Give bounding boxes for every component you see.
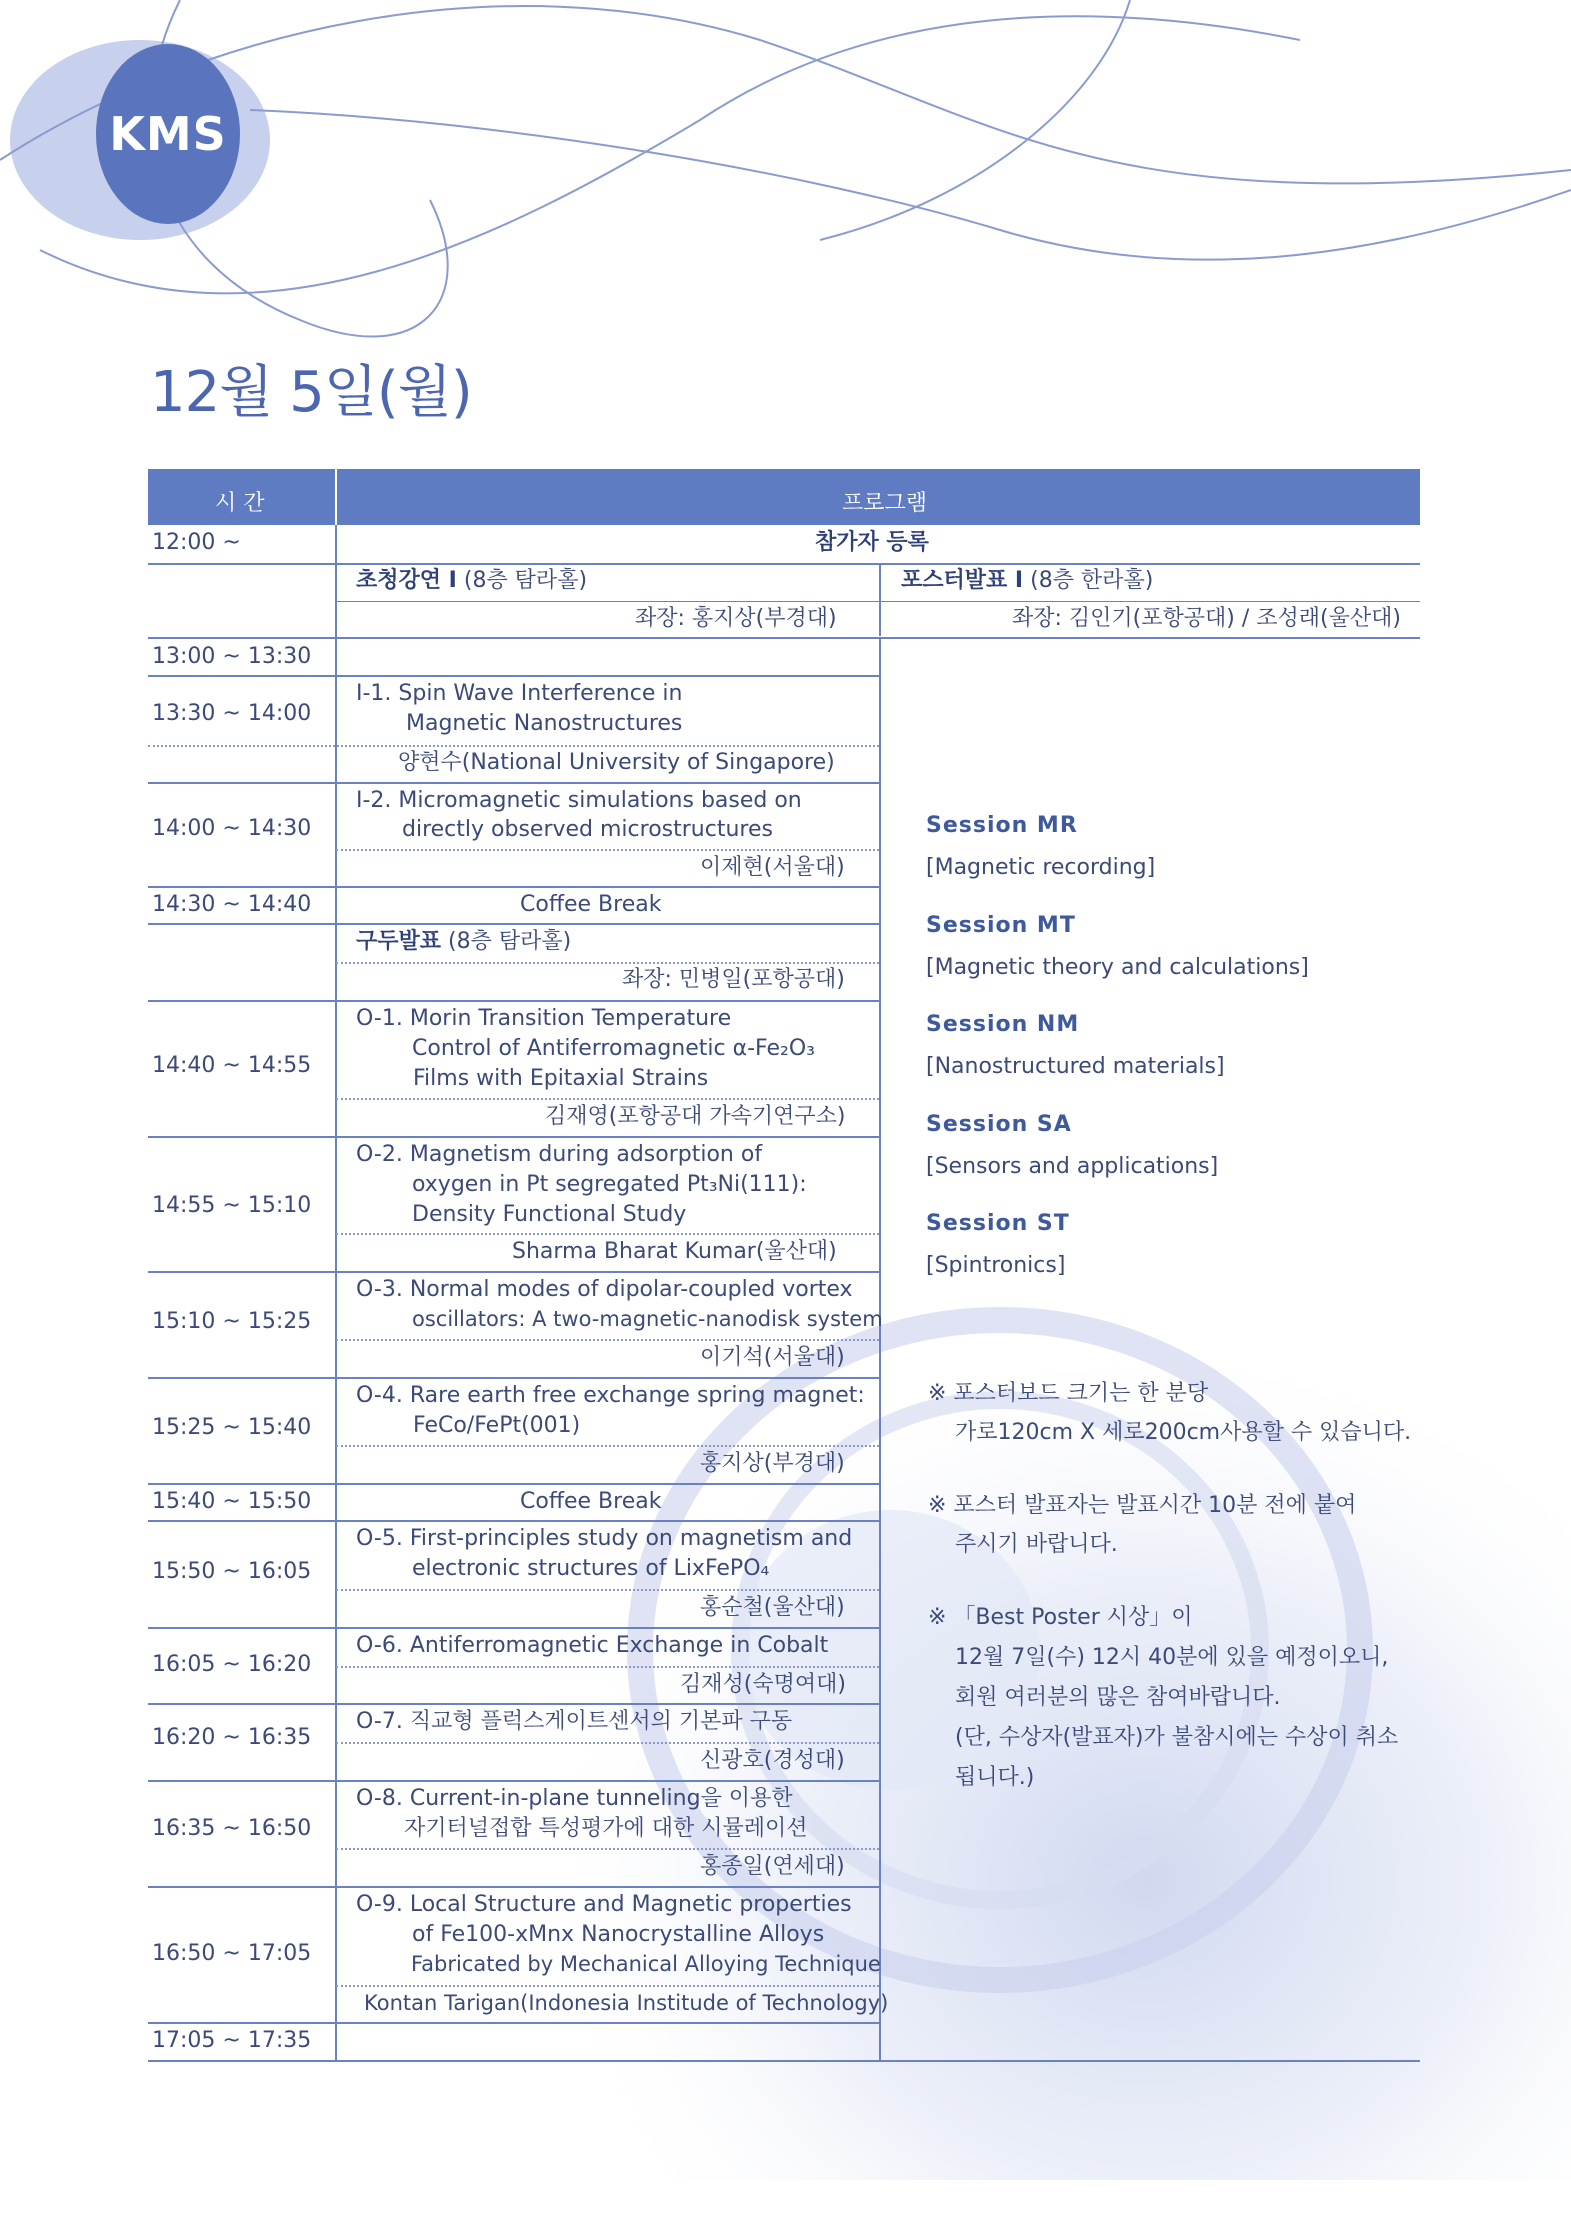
talk-speaker: 홍지상(부경대) xyxy=(700,1451,845,1476)
talk-speaker: 이제현(서울대) xyxy=(700,855,845,880)
talk-title: I-1. Spin Wave Interference in xyxy=(356,681,683,706)
talk-title: O-2. Magnetism during adsorption of xyxy=(356,1142,763,1167)
row-line xyxy=(148,745,879,747)
talk-title: oxygen in Pt segregated Pt₃Ni(111): xyxy=(412,1172,807,1197)
time-slot: 17:05 ~ 17:35 xyxy=(152,2028,312,2053)
note-text: ※ 포스터보드 크기는 한 분당 xyxy=(928,1381,1209,1406)
kms-logo xyxy=(96,44,240,224)
row-line xyxy=(148,675,879,677)
row-line xyxy=(336,1233,879,1235)
col-divider-time xyxy=(335,525,337,2061)
row-line xyxy=(880,601,1420,602)
talk-title: FeCo/FePt(001) xyxy=(413,1413,581,1438)
row-line xyxy=(148,1377,879,1379)
time-slot: 13:00 ~ 13:30 xyxy=(152,644,312,669)
registration-title: 참가자 등록 xyxy=(815,530,929,555)
row-line xyxy=(148,1627,879,1629)
session-desc: [Spintronics] xyxy=(926,1253,1066,1278)
poster-title-bold: 포스터발표 I xyxy=(901,568,1024,593)
note-text: 주시기 바랍니다. xyxy=(955,1532,1118,1557)
talk-title: Control of Antiferromagnetic α-Fe₂O₃ xyxy=(412,1036,815,1061)
time-slot: 16:05 ~ 16:20 xyxy=(152,1652,312,1677)
talk-title: of Fe100-xMnx Nanocrystalline Alloys xyxy=(412,1922,825,1947)
row-line xyxy=(336,1666,879,1668)
row-line xyxy=(336,1848,879,1850)
row-line xyxy=(148,2022,879,2024)
logo-text: KMS xyxy=(109,107,227,161)
time-slot: 15:10 ~ 15:25 xyxy=(152,1309,312,1334)
poster-title xyxy=(901,570,1153,592)
row-line xyxy=(336,601,879,602)
row-line xyxy=(148,563,1420,565)
row-line xyxy=(148,1703,879,1705)
talk-title: O-6. Antiferromagnetic Exchange in Cobalt xyxy=(356,1633,829,1658)
session-code: Session ST xyxy=(926,1211,1070,1236)
talk-title: O-9. Local Structure and Magnetic properties xyxy=(356,1892,852,1917)
talk-title: Magnetic Nanostructures xyxy=(406,711,683,736)
row-line xyxy=(148,1520,879,1522)
talk-title: O-1. Morin Transition Temperature xyxy=(356,1006,732,1031)
invited-chair: 좌장: 홍지상(부경대) xyxy=(635,606,837,631)
row-line xyxy=(336,1339,879,1341)
talk-speaker: 양현수(National University of Singapore) xyxy=(398,750,835,775)
talk-speaker: 김재영(포항공대 가속기연구소) xyxy=(545,1104,846,1129)
time-slot: 16:35 ~ 16:50 xyxy=(152,1816,312,1841)
time-slot: 15:25 ~ 15:40 xyxy=(152,1415,312,1440)
table-header xyxy=(148,469,1420,525)
col-divider-program xyxy=(879,638,881,2061)
note-text: 가로120cm X 세로200cm사용할 수 있습니다. xyxy=(955,1420,1412,1445)
invited-title-bold: 초청강연 I xyxy=(356,568,457,593)
note-text: ※ 「Best Poster 시상」이 xyxy=(928,1605,1193,1630)
note-text: 됩니다.) xyxy=(955,1765,1035,1790)
time-slot: 14:55 ~ 15:10 xyxy=(152,1193,312,1218)
talk-speaker: Sharma Bharat Kumar(울산대) xyxy=(512,1239,837,1264)
talk-title: I-2. Micromagnetic simulations based on xyxy=(356,788,802,813)
table-header-divider xyxy=(335,469,337,525)
row-line xyxy=(336,962,879,964)
row-line xyxy=(148,886,879,888)
note-text: (단, 수상자(발표자)가 불참시에는 수상이 취소 xyxy=(955,1725,1399,1750)
talk-title: O-8. Current-in-plane tunneling을 이용한 xyxy=(356,1786,793,1811)
poster-title-rest: (8층 한라홀) xyxy=(1030,568,1154,593)
session-code: Session NM xyxy=(926,1012,1080,1037)
talk-title: O-4. Rare earth free exchange spring magnet: xyxy=(356,1383,865,1408)
row-line xyxy=(148,637,1420,639)
row-line xyxy=(148,1483,879,1485)
time-slot: 14:40 ~ 14:55 xyxy=(152,1053,312,1078)
session-code: Session MR xyxy=(926,813,1078,838)
time-slot: 16:20 ~ 16:35 xyxy=(152,1725,312,1750)
row-line xyxy=(336,849,879,851)
note-text: ※ 포스터 발표자는 발표시간 10분 전에 붙여 xyxy=(928,1493,1357,1518)
row-line xyxy=(336,1985,879,1987)
talk-title: Density Functional Study xyxy=(412,1202,687,1227)
session-desc: [Magnetic theory and calculations] xyxy=(926,955,1309,980)
talk-speaker: 이기석(서울대) xyxy=(700,1345,845,1370)
page-title: 12월 5일(월) xyxy=(150,360,472,425)
session-desc: [Magnetic recording] xyxy=(926,855,1156,880)
note-text: 12월 7일(수) 12시 40분에 있을 예정이오니, xyxy=(955,1645,1389,1670)
row-line xyxy=(148,782,879,784)
time-slot: 16:50 ~ 17:05 xyxy=(152,1941,312,1966)
row-line xyxy=(336,1589,879,1591)
oral-title-bold: 구두발표 xyxy=(356,929,442,954)
poster-chair: 좌장: 김인기(포항공대) / 조성래(울산대) xyxy=(1012,606,1401,631)
talk-title: electronic structures of LixFePO₄ xyxy=(412,1556,770,1581)
note-text: 회원 여러분의 많은 참여바랍니다. xyxy=(955,1685,1281,1710)
talk-speaker: 신광호(경성대) xyxy=(700,1748,845,1773)
talk-title: O-3. Normal modes of dipolar-coupled vortex xyxy=(356,1277,853,1302)
talk-title: Fabricated by Mechanical Alloying Technique xyxy=(411,1952,881,1976)
row-line xyxy=(148,923,879,925)
oral-title xyxy=(356,931,571,953)
row-line xyxy=(148,1886,879,1888)
talk-speaker: 홍순철(울산대) xyxy=(700,1595,845,1620)
talk-title: 자기터널접합 특성평가에 대한 시뮬레이션 xyxy=(404,1816,808,1841)
time-registration: 12:00 ~ xyxy=(152,530,241,555)
coffee-break: Coffee Break xyxy=(520,892,662,917)
talk-speaker: 홍종일(연세대) xyxy=(700,1854,845,1879)
talk-title: oscillators: A two-magnetic-nanodisk system xyxy=(412,1307,883,1331)
oral-chair: 좌장: 민병일(포항공대) xyxy=(622,967,845,992)
oral-title-rest: (8층 탐라홀) xyxy=(448,929,572,954)
time-slot: 13:30 ~ 14:00 xyxy=(152,701,312,726)
session-desc: [Nanostructured materials] xyxy=(926,1054,1225,1079)
talk-title: directly observed microstructures xyxy=(402,817,773,842)
coffee-break: Coffee Break xyxy=(520,1489,662,1514)
row-line xyxy=(148,1780,879,1782)
time-slot: 14:30 ~ 14:40 xyxy=(152,892,312,917)
time-slot: 14:00 ~ 14:30 xyxy=(152,816,312,841)
row-line xyxy=(148,1000,879,1002)
invited-title xyxy=(356,570,587,592)
header-time: 시 간 xyxy=(215,491,265,516)
invited-title-rest: (8층 탐라홀) xyxy=(463,568,588,593)
talk-speaker: 김재성(숙명여대) xyxy=(680,1672,846,1697)
talk-title: Films with Epitaxial Strains xyxy=(413,1066,709,1091)
row-line xyxy=(336,1742,879,1744)
time-slot: 15:50 ~ 16:05 xyxy=(152,1559,312,1584)
header-program: 프로그램 xyxy=(842,491,928,516)
table-bottom-line xyxy=(148,2060,1420,2062)
session-code: Session MT xyxy=(926,913,1076,938)
talk-title: O-5. First-principles study on magnetism and xyxy=(356,1526,853,1551)
row-line xyxy=(336,1098,879,1100)
row-line xyxy=(336,1445,879,1447)
session-desc: [Sensors and applications] xyxy=(926,1154,1219,1179)
talk-title: O-7. 직교형 플럭스게이트센서의 기본파 구동 xyxy=(356,1709,793,1734)
row-line xyxy=(148,1271,879,1273)
session-code: Session SA xyxy=(926,1112,1072,1137)
row-line xyxy=(148,1136,879,1138)
talk-speaker: Kontan Tarigan(Indonesia Institude of Technology) xyxy=(364,1991,889,2015)
time-slot: 15:40 ~ 15:50 xyxy=(152,1489,312,1514)
